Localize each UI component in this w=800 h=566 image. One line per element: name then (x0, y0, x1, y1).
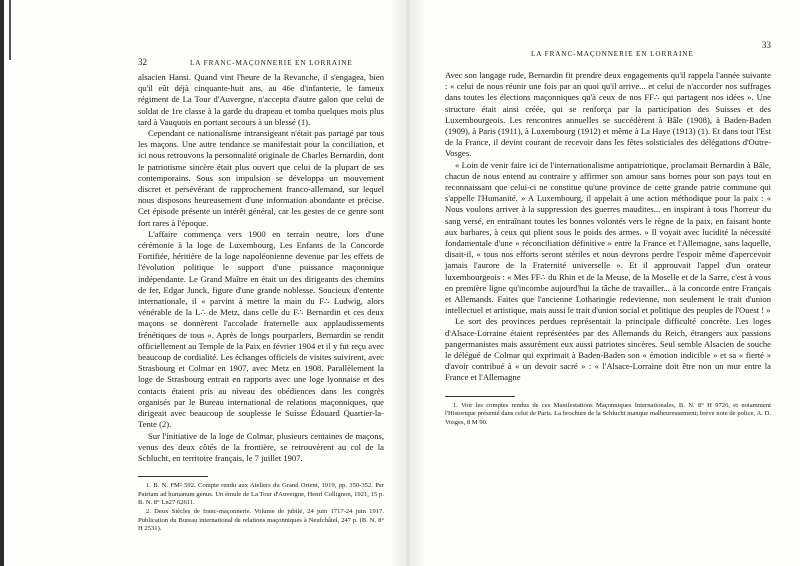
right-paragraph-1: Avec son langage rude, Bernardin fit prendre deux engagements qu'il rappela l'année suivante : « celui de nous réunir une fois par an quoi qu'il arrive... et celui de n'accorder nos suffrages dans toutes les élections maçonniques qu'à ceux de nos FF∴ qui partagent nos idées ». Une structure était ainsi créée, qui se renforça par la participation des Suisses et des Luxembourgeois. Les rencontres annuelles se succédèrent à Bâle (1908), à Baden-Baden (1909), à Paris (1911), à Luxembourg (1912) et même à La Haye (1913) (1). Et dans tout l'Est de la France, il devint courant de recevoir dans les fêtes solsticiales des délégations d'Outre-Vosges. (445, 70, 771, 159)
left-page (138, 58, 384, 535)
book-edge-mark (9, 0, 11, 60)
right-footnotes (445, 402, 771, 427)
right-paragraph-2: « Loin de venir faire ici de l'internationalisme antipatriotique, proclamait Bernardin à Bâle, chacun de nous entend au contraire y affirmer son amour sans bornes pour son pays tout en reconnaissant que celui-ci ne constitue qu'une province de cette grande patrie commune qui s'appelle l'Humanité. » A Luxembourg, il appelait à une action méthodique pour la paix : « Nous voulons arriver à la suppression des guerres maudites... en inspirant à tous l'horreur du sang versé, en entraînant toutes les bonnes volontés vers le règne de la paix, en faisant honte aux barbares, à ceux qui plient sous le poids des armes. » Il voyait avec lucidité la nécessité fondamentale d'une « réconciliation définitive » entre la France et l'Allemagne, sans laquelle, disait-il, « tous nos efforts seront stériles et nous devrons perdre l'espoir même d'apercevoir jamais l'aurore de la Fraternité universelle ». Et il approuvait l'appel d'un orateur luxembourgeois : « Mes FF∴ du Rhin et de la Meuse, de la Moselle et de la Sarre, c'est à vous en première ligne qu'incombe aujourd'hui la tâche de travailler... à la concorde entre Français et Allemands. Faites que l'ancienne Lotharingie redevienne, non seulement le trait d'union intellectuel et artistique, mais aussi le trait d'union social et politique des peuples de l'Ouest ! » (445, 159, 771, 316)
gutter-shadow (391, 0, 425, 566)
right-body-text (445, 70, 771, 384)
right-footnote-rule (445, 396, 515, 397)
right-running-title: LA FRANC-MAÇONNERIE EN LORRAINE (531, 50, 694, 58)
left-running-title: LA FRANC-MAÇONNERIE EN LORRAINE (190, 59, 353, 67)
left-page-number: 32 (138, 57, 147, 67)
right-footnote-1: 1. Voir les comptes rendus de ces Manifestations Maçonniques Internationales, B. N. 8° H 9726, et notamment l'Historique présenté dans celui de Paris. La brochure de la Schlucht manque malheureusement; brève note de police, A. D. Vosges, 8 M 90. (445, 401, 771, 426)
left-footnote-1: 1. B. N. FM² 592. Compte rendu aux Ateliers du Grand Orient, 1919, pp. 350-352. Per Patriam ad humanum genus. Un émule de La Tour d'Auvergne, Henri Collignon, 1921, 15 p. B. N. 8° Ln27 62611. (138, 482, 384, 506)
left-paragraph-2: Cependant ce nationalisme intransigeant n'était pas partagé par tous les maçons. Une autre tendance se manifestait pour la conciliation, et ici nous retrouvons la personnalité originale de Charles Bernardin, dont le patriotisme sincère était plus ouvert que celui de la plupart de ses contemporains. Sous son impulsion se développa un mouvement discret et persévérant de rapprochement franco-allemand, sur lequel nous disposons heureusement d'une information abondante et précise. Cet épisode présente un intérêt général, car les gestes de ce genre sont fort rares à l'époque. (138, 128, 384, 228)
right-page (445, 40, 771, 428)
left-footnotes (138, 482, 384, 533)
left-paragraph-4: Sur l'initiative de la loge de Colmar, plusieurs centaines de maçons, venus des deux côtés de la frontière, se retrouvèrent au col de la Schlucht, en territoire français, le 7 juillet 1907. (138, 430, 384, 463)
left-running-head (138, 58, 384, 72)
left-paragraph-3: L'affaire commença vers 1900 en terrain neutre, lors d'une cérémonie à la loge de Luxembourg, Les Enfants de la Concorde Fortifiée, héritière de la loge napoléonienne devenue par les effets de l'évolution politique le support d'une puissance maçonnique indépendante. Le Grand Maître en était un des dirigeants des chemins de fer, Edgar Junck, figure d'une grande noblesse. Soucieux d'entente internationale, il « parvint à mettre la main du F∴ Ludwig, alors vénérable de la L∴ de Metz, dans celle du F∴ Bernardin et ces deux maçons se donnèrent l'accolade fraternelle aux applaudissements frénétiques de tous ». Après de longs pourparlers, Bernardin se rendit officiellement au Temple de la Paix en février 1904 et il y fut reçu avec beaucoup de cordialité. Les échanges officiels de visites suivirent, avec Strasbourg et Colmar en 1907, avec Metz en 1908. Parallèlement la loge de Strasbourg entrait en rapports avec une loge lyonnaise et des contacts étaient pris au niveau des obédiences dans les congrès organisés par le Bureau international de relations maçonniques, que dirigeait avec beaucoup de souplesse le Suisse Édouard Quartier-la-Tente (2). (138, 228, 384, 430)
right-paragraph-3: Le sort des provinces perdues représentait la principale difficulté concrète. Les loges d'Alsace-Lorraine étaient représentées par des Allemands du Reich, étrangers aux passions pangermanistes mais assurément eux aussi patriotes sincères. Seul semble Alsacien de souche le délégué de Colmar qui exprimait à Baden-Baden son « émotion indicible » et sa « fierté » d'avoir contribué à « un devoir sacré » : « l'Alsace-Lorraine doit être non un mur entre la France et l'Allemagne (445, 316, 771, 383)
left-paragraph-1: alsacien Hansi. Quand vint l'heure de la Revanche, il s'engagea, bien qu'il eût déjà cinquante-huit ans, au 46e d'infanterie, le fameux régiment de La Tour d'Auvergne, n'accepta d'autre galon que celui de soldat de 1re classe à la garde du drapeau et tomba quelques mois plus tard à Vauquois en portant secours à un blessé (1). (138, 72, 384, 127)
book-edge (0, 0, 4, 566)
left-footnote-2: 2. Deux Siècles de franc-maçonnerie. Volume de jubilé, 24 juin 1717-24 juin 1917. Publication du Bureau international de relations maçonniques à Neufchâtel, 247 p. (B. N. 8° H 2531). (138, 508, 384, 533)
left-body-text (138, 72, 384, 464)
right-page-number: 33 (762, 40, 771, 50)
right-running-head (445, 40, 771, 70)
left-footnote-rule (138, 476, 208, 477)
